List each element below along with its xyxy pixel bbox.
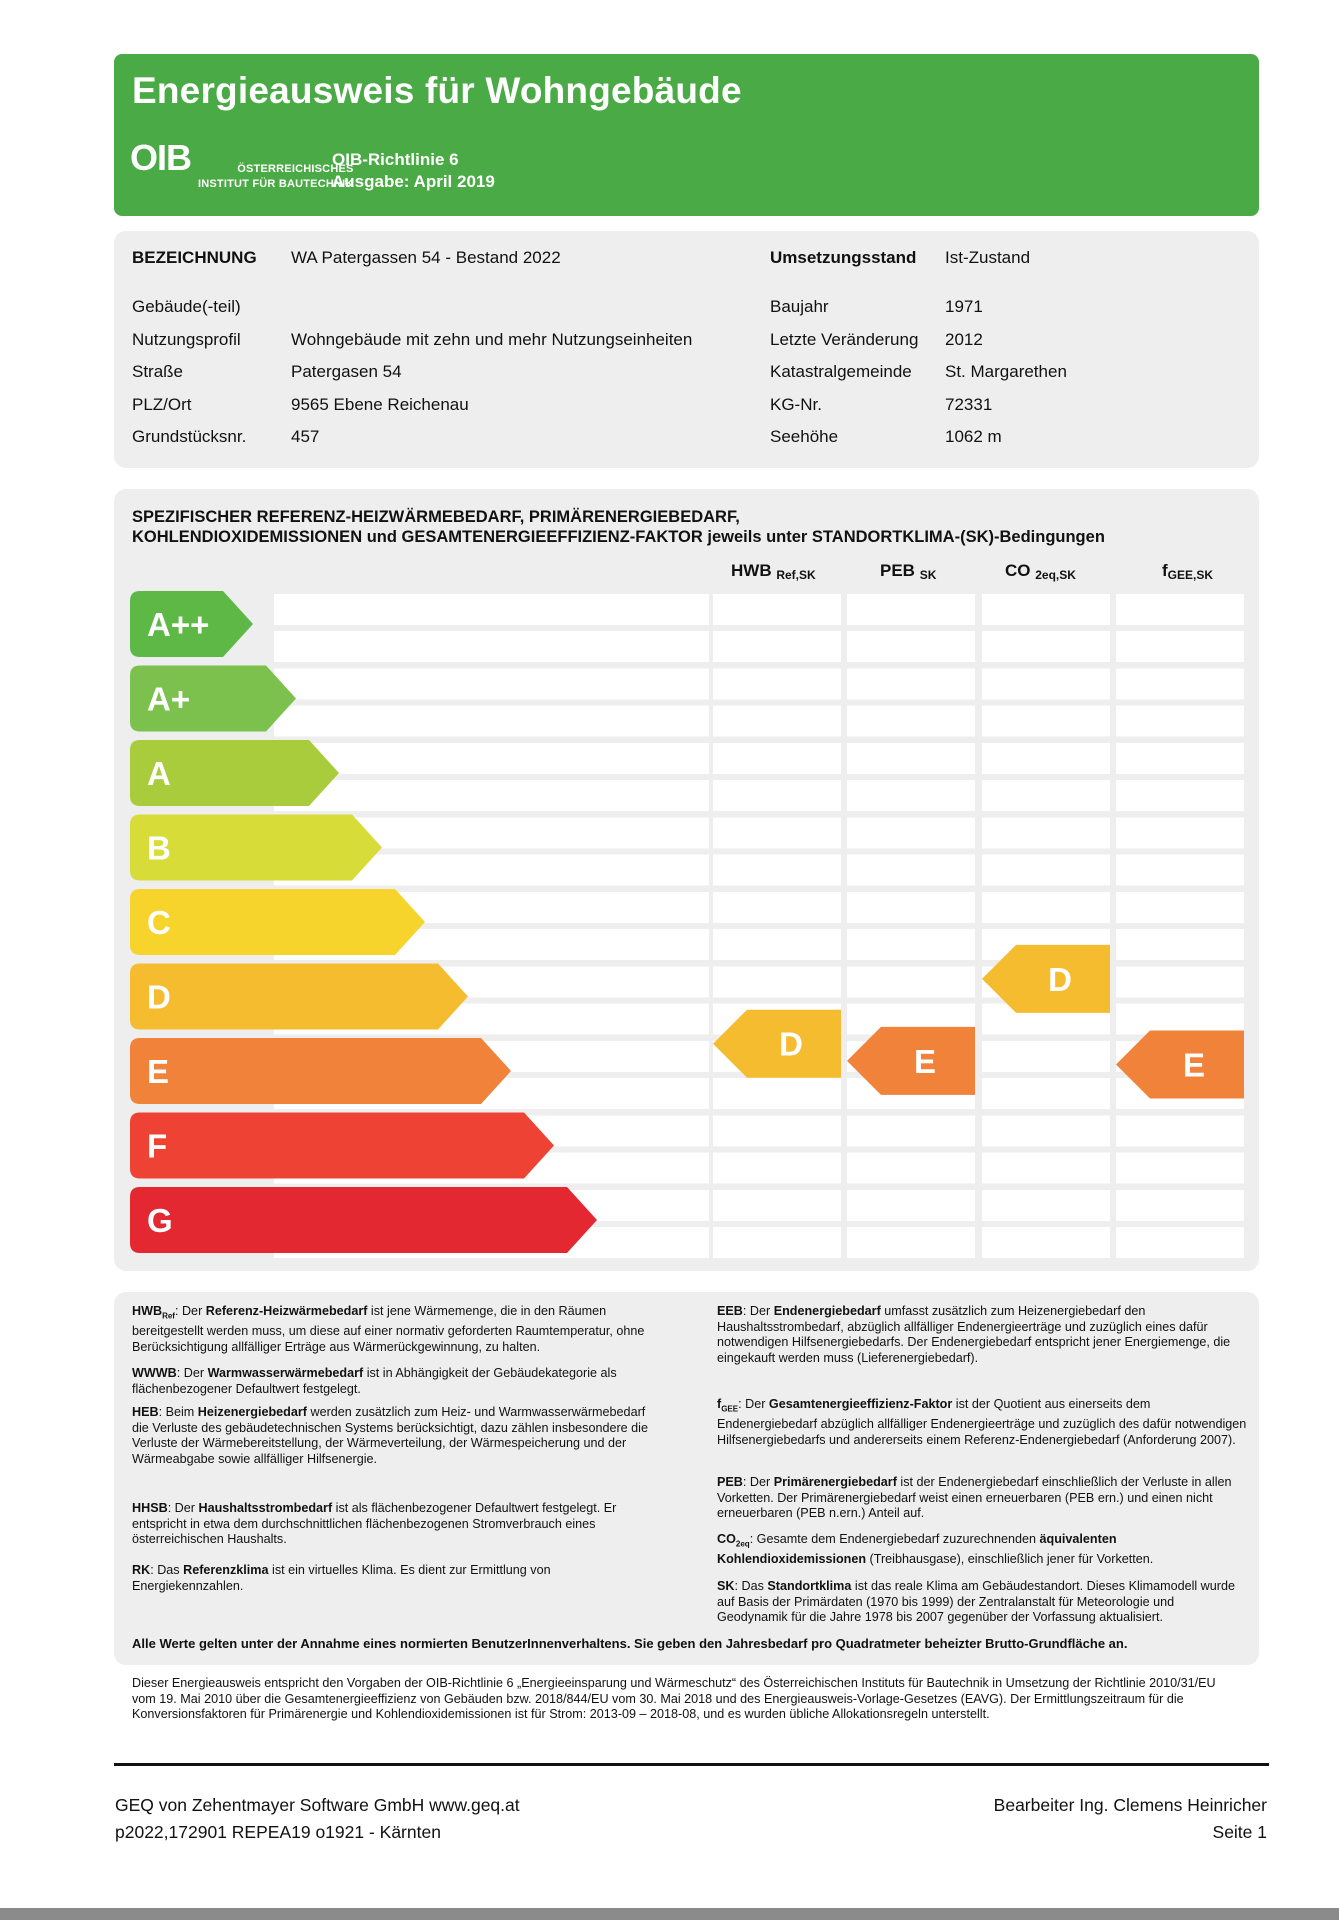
- chart-grid-cell: [274, 743, 709, 774]
- chart-grid-cell: [982, 1190, 1110, 1221]
- chart-grid-cell: [713, 892, 841, 923]
- chart-grid-cell: [847, 594, 975, 625]
- rating-label: E: [1182, 1046, 1206, 1084]
- chart-grid-cell: [274, 594, 709, 625]
- class-label: A+: [147, 680, 191, 718]
- definition-keyword: Primärenergiebedarf: [773, 1475, 897, 1489]
- column-header-fgee: [1162, 561, 1213, 582]
- chart-grid-cell: [982, 855, 1110, 886]
- chart-grid-cell: [982, 780, 1110, 811]
- chart-grid-cell: [713, 743, 841, 774]
- chart-heading: [132, 507, 1105, 547]
- chart-grid-cell: [982, 1153, 1110, 1184]
- definition-left-1: WWWB: Der Warmwasserwärmebedarf ist in Abhängigkeit der Gebäudekategorie als flächenbezogener Defaultwert festgelegt.: [132, 1366, 617, 1396]
- class-arrow-e: [130, 1038, 511, 1104]
- oib-logo: OIB: [130, 137, 192, 178]
- class-arrow-c: [130, 889, 425, 955]
- chart-grid-cell: [1116, 669, 1244, 700]
- definition-right-3: $CO_{2eq}$: Gesamte dem Endenergiebedarf zuzurechnenden äquivalenten Kohlendioxidemissionen (Treibhausgase), einschließlich jener für Vorketten.: [717, 1532, 1154, 1567]
- column-header-sub: GEE,SK: [1167, 568, 1214, 582]
- class-arrow-f: [130, 1113, 554, 1179]
- chart-grid-cell: [274, 706, 709, 737]
- logo-line-1: ÖSTERREICHISCHES: [237, 163, 354, 175]
- info-label: Letzte Veränderung: [770, 330, 919, 349]
- chart-grid-cell: [847, 1153, 975, 1184]
- definition-keyword: Warmwasserwärmebedarf: [207, 1366, 364, 1380]
- column-header-main: HWB: [731, 561, 772, 580]
- definition-term: f: [717, 1397, 722, 1411]
- definition-left-2: HEB: Beim Heizenergiebedarf werden zusätzlich zum Heiz- und Warmwasserwärmebedarf die Verluste des gebäudetechnischen Systems berücksichtigt, dazu zählen insbesondere die Verluste der Wärmebereitstellung, der Wärmeverteilung, der Wärmespeicherung und der Wärmeabgabe sowie allfälliger Hilfsenergie.: [132, 1405, 648, 1466]
- info-value: St. Margarethen: [945, 362, 1067, 381]
- info-label: Baujahr: [770, 297, 829, 316]
- definition-keyword: äquivalenten Kohlendioxidemissionen: [717, 1532, 1117, 1567]
- chart-grid-cell: [982, 594, 1110, 625]
- info-label: PLZ/Ort: [132, 395, 192, 414]
- definition-term: CO: [717, 1532, 736, 1546]
- chart-grid-cell: [713, 818, 841, 849]
- class-label: A: [147, 755, 171, 792]
- chart-heading-line-2: KOHLENDIOXIDEMISSIONEN und GESAMTENERGIEEFFIZIENZ-FAKTOR jeweils unter STANDORTKLIMA-(SK)-Bedingungen: [132, 528, 1105, 546]
- column-header-sub: Ref,SK: [776, 568, 816, 582]
- chart-grid-cell: [847, 929, 975, 960]
- definition-keyword: Haushaltsstrombedarf: [198, 1501, 333, 1515]
- chart-grid-cell: [847, 706, 975, 737]
- chart-grid-cell: [274, 631, 709, 662]
- column-header-co2: [1005, 561, 1076, 582]
- info-value: 457: [291, 427, 320, 446]
- chart-grid-cell: [982, 892, 1110, 923]
- info-value: Wohngebäude mit zehn und mehr Nutzungseinheiten: [291, 330, 693, 349]
- definition-right-0: EEB: Der Endenergiebedarf umfasst zusätzlich zum Heizenergiebedarf den Haushaltsstrombedarf, abzüglich allfälliger Endenergieerträge und zuzüglich eines dafür notwendigen Hilfsenergiebedarfs. Der Endenergiebedarf entspricht jener Energiemenge, die eingekauft werden muss (Lieferenergiebedarf).: [717, 1304, 1231, 1365]
- definition-term: EEB: [717, 1304, 743, 1318]
- chart-heading-line-1: SPEZIFISCHER REFERENZ-HEIZWÄRMEBEDARF, PRIMÄRENERGIEBEDARF,: [132, 508, 740, 526]
- definition-keyword: Gesamtenergieeffizienz-Faktor: [768, 1397, 953, 1411]
- chart-grid-cell: [847, 743, 975, 774]
- chart-grid-cell: [713, 1116, 841, 1147]
- info-label: Nutzungsprofil: [132, 330, 241, 349]
- footer-reference: p2022,172901 REPEA19 o1921 - Kärnten: [115, 1822, 441, 1842]
- definition-left-0: $HWB_{Ref}$: Der Referenz-Heizwärmebedarf ist jene Wärmemenge, die in den Räumen bereitgestellt werden muss, um diese auf einer normativ geforderten Raumtemperatur, ohne Berücksichtigung allfälliger Erträge aus Wärmerückgewinnung, zu halten.: [132, 1304, 645, 1354]
- info-value: Patergasen 54: [291, 362, 402, 381]
- footer-editor: Bearbeiter Ing. Clemens Heinricher: [993, 1795, 1267, 1815]
- chart-grid-cell: [713, 967, 841, 998]
- class-label: E: [147, 1053, 170, 1090]
- chart-grid-cell: [1116, 929, 1244, 960]
- chart-grid-cell: [1116, 855, 1244, 886]
- definition-right-4: SK: Das Standortklima ist das reale Klima am Gebäudestandort. Dieses Klimamodell wurde auf Basis der Primärdaten (1970 bis 1999) der Zentralanstalt für Meteorologie und Geodynamik für die Jahre 1978 bis 2007 gegenüber der Vorfassung aktualisiert.: [717, 1579, 1235, 1625]
- column-header-hwb: [731, 561, 816, 582]
- class-label: A++: [147, 606, 210, 643]
- chart-grid-cell: [982, 1041, 1110, 1072]
- chart-grid-cell: [1116, 967, 1244, 998]
- page-bottom-edge: [0, 1908, 1339, 1920]
- info-label: KG-Nr.: [770, 395, 822, 414]
- footer-right: [994, 1792, 1267, 1846]
- chart-grid-cell: [982, 743, 1110, 774]
- chart-grid-cell: [982, 1116, 1110, 1147]
- chart-grid-cell: [847, 669, 975, 700]
- column-header-main: PEB: [880, 561, 915, 580]
- definition-left-4: RK: Das Referenzklima ist ein virtuelles Klima. Es dient zur Ermittlung von Energiekennzahlen.: [132, 1563, 551, 1593]
- footer-left: [115, 1792, 520, 1846]
- chart-grid-cell: [847, 1116, 975, 1147]
- info-value: 2012: [945, 330, 983, 349]
- chart-grid-cell: [982, 631, 1110, 662]
- definition-term: RK: [132, 1563, 151, 1577]
- column-header-main: CO: [1005, 561, 1031, 580]
- definition-keyword: Endenergiebedarf: [773, 1304, 881, 1318]
- class-arrow-d: [130, 964, 468, 1030]
- guideline-name: OIB-Richtlinie 6: [332, 150, 459, 169]
- chart-grid-cell: [713, 1078, 841, 1109]
- document-title: Energieausweis für Wohngebäude: [132, 70, 742, 111]
- chart-grid-cell: [847, 967, 975, 998]
- chart-grid-cell: [1116, 743, 1244, 774]
- values-note: Alle Werte gelten unter der Annahme eines normierten BenutzerInnenverhaltens. Sie geben den Jahresbedarf pro Quadratmeter beheizter Brutto-Grundfläche an.: [132, 1636, 1128, 1651]
- chart-grid-cell: [1116, 1190, 1244, 1221]
- energy-rating-chart: [114, 489, 1259, 1271]
- definition-term: SK: [717, 1579, 735, 1593]
- info-value: 9565 Ebene Reichenau: [291, 395, 469, 414]
- chart-grid-cell: [847, 1190, 975, 1221]
- info-label: Straße: [132, 362, 184, 381]
- chart-grid-cell: [274, 669, 709, 700]
- legal-notice: Dieser Energieausweis entspricht den Vorgaben der OIB-Richtlinie 6 „Energieeinsparung und Wärmeschutz“ des Österreichischen Instituts für Bautechnik in Umsetzung der Richtlinie 2010/31/EU vom 19. Mai 2010 über die Gesamtenergieeffizienz von Gebäuden bzw. 2018/844/EU vom 30. Mai 2018 und des Energieausweis-Vorlage-Gesetzes (EAVG). Der Ermittlungszeitraum für die Konversionsfaktoren für Primärenergie und Kohlendioxidemissionen ist für Strom: 2013-09 – 2018-08, und es wurden übliche Allokationsregeln unterstellt.: [132, 1676, 1216, 1722]
- chart-grid-cell: [1116, 1153, 1244, 1184]
- oib-logo-text: [198, 162, 354, 192]
- chart-grid-cell: [713, 1227, 841, 1258]
- chart-grid-cell: [982, 669, 1110, 700]
- definition-term-sub: GEE: [721, 1404, 739, 1414]
- chart-grid-cell: [1116, 594, 1244, 625]
- energy-rating-panel: [114, 489, 1259, 1271]
- chart-grid-cell: [847, 818, 975, 849]
- chart-grid-cell: [847, 631, 975, 662]
- chart-grid-cell: [713, 669, 841, 700]
- chart-grid-cell: [1116, 780, 1244, 811]
- chart-grid-cell: [1116, 818, 1244, 849]
- info-value: 72331: [945, 395, 993, 414]
- class-label: B: [147, 829, 171, 867]
- column-header-sub: SK: [919, 568, 937, 582]
- chart-grid-cell: [1116, 892, 1244, 923]
- chart-grid-cell: [982, 1078, 1110, 1109]
- definition-term: PEB: [717, 1475, 743, 1489]
- definition-right-1: $f_{GEE}$: Der Gesamtenergieeffizienz-Faktor ist der Quotient aus einerseits dem Endenergiebedarf abzüglich allfälliger Endenergieerträge und zuzüglich des dafür notwendigen Hilfsenergiebedarfs und andererseits einem Referenz-Endenergiebedarf (Anforderung 2007).: [717, 1397, 1247, 1447]
- info-label: Gebäude(-teil): [132, 297, 241, 316]
- chart-grid-cell: [1116, 706, 1244, 737]
- footer-page-number: Seite 1: [1212, 1822, 1267, 1842]
- chart-grid-cell: [713, 1190, 841, 1221]
- definition-left-3: HHSB: Der Haushaltsstrombedarf ist als flächenbezogener Defaultwert festgelegt. Er entspricht in etwa dem durchschnittlichen flächenbezogenen Stromverbrauch eines österreichischen Haushalts.: [132, 1501, 617, 1547]
- definition-term: WWWB: [132, 1366, 177, 1380]
- rating-label: E: [913, 1042, 937, 1080]
- chart-grid-cell: [982, 706, 1110, 737]
- guideline-edition: Ausgabe: April 2019: [332, 172, 495, 191]
- info-label: BEZEICHNUNG: [132, 248, 257, 267]
- chart-grid-cell: [1116, 631, 1244, 662]
- class-label: F: [147, 1127, 168, 1165]
- definition-term-sub: Ref: [162, 1311, 175, 1321]
- footer-divider: [114, 1763, 1269, 1766]
- column-header-peb: [880, 561, 936, 582]
- info-value: 1971: [945, 297, 983, 316]
- chart-grid-cell: [713, 780, 841, 811]
- chart-grid-cell: [847, 892, 975, 923]
- definition-term: HEB: [132, 1405, 159, 1419]
- chart-grid-cell: [713, 929, 841, 960]
- info-label: Seehöhe: [770, 427, 839, 446]
- rating-label: D: [779, 1025, 803, 1063]
- chart-grid-cell: [274, 780, 709, 811]
- definition-keyword: Standortklima: [767, 1579, 852, 1593]
- info-value: 1062 m: [945, 427, 1002, 446]
- chart-grid-cell: [713, 1153, 841, 1184]
- definition-term-sub: 2eq: [735, 1539, 750, 1549]
- building-info-panel: [114, 231, 1259, 468]
- class-label: G: [147, 1202, 173, 1239]
- definition-term: HHSB: [132, 1501, 168, 1515]
- definition-right-2: PEB: Der Primärenergiebedarf ist der Endenergiebedarf einschließlich der Verluste in allen Vorketten. Der Primärenergiebedarf weist einen erneuerbaren (PEB ern.) und einen nicht erneuerbaren (PEB n.ern.) Anteil auf.: [717, 1475, 1232, 1521]
- definitions-panel: [114, 1292, 1259, 1665]
- info-value: WA Patergassen 54 - Bestand 2022: [291, 248, 561, 267]
- column-header-main: f: [1162, 561, 1168, 580]
- footer-software: GEQ von Zehentmayer Software GmbH www.geq.at: [115, 1795, 520, 1815]
- chart-grid-cell: [713, 706, 841, 737]
- chart-grid-cell: [1116, 1227, 1244, 1258]
- rating-label: D: [1048, 960, 1072, 998]
- logo-line-2: INSTITUT FÜR BAUTECHNIK: [198, 178, 354, 190]
- definition-keyword: Heizenergiebedarf: [197, 1405, 307, 1419]
- info-label: Grundstücksnr.: [132, 427, 247, 446]
- class-label: D: [147, 978, 171, 1016]
- info-label: Umsetzungsstand: [770, 248, 917, 267]
- class-label: C: [147, 904, 171, 941]
- guideline-info: [332, 149, 495, 193]
- chart-grid-cell: [1116, 1116, 1244, 1147]
- chart-grid-cell: [982, 818, 1110, 849]
- chart-grid-cell: [847, 855, 975, 886]
- column-header-sub: 2eq,SK: [1035, 568, 1076, 582]
- chart-grid-cell: [1116, 1004, 1244, 1035]
- definition-keyword: Referenzklima: [183, 1563, 269, 1577]
- info-label: Katastralgemeinde: [770, 362, 912, 381]
- definition-term: HWB: [132, 1304, 163, 1318]
- chart-grid-cell: [982, 1227, 1110, 1258]
- chart-grid-cell: [847, 780, 975, 811]
- chart-grid-cell: [847, 1227, 975, 1258]
- chart-grid-cell: [713, 631, 841, 662]
- definition-keyword: Referenz-Heizwärmebedarf: [205, 1304, 368, 1318]
- header-banner: [114, 54, 1259, 216]
- chart-grid-cell: [713, 855, 841, 886]
- chart-grid-cell: [713, 594, 841, 625]
- class-arrow-g: [130, 1187, 597, 1253]
- info-value: Ist-Zustand: [945, 248, 1031, 267]
